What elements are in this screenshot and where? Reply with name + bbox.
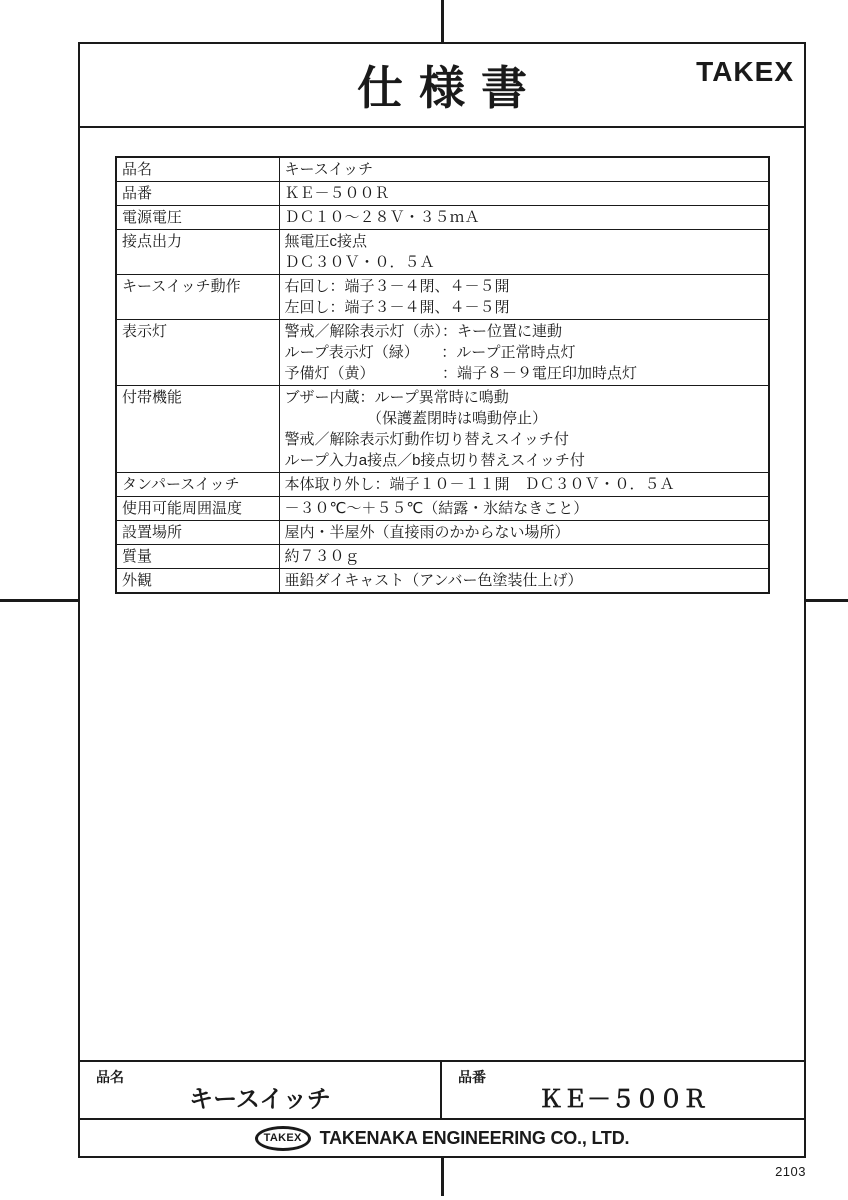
spec-value-line: 右回し：端子３－４閉、４－５開 xyxy=(284,278,510,295)
spec-value-line: 予備灯（黄） ：端子８－９電圧印加時点灯 xyxy=(284,365,638,382)
spec-value-line: ブザー内蔵：ループ異常時に鳴動 xyxy=(284,389,509,406)
spec-value-line: ＫＥ－５００Ｒ xyxy=(284,185,390,202)
page-code: 2103 xyxy=(775,1164,806,1179)
crop-mark-right xyxy=(804,599,848,602)
footer-name-label: 品名 xyxy=(96,1069,124,1085)
spec-row-value xyxy=(279,157,769,182)
spec-row-value xyxy=(279,320,769,386)
spec-row xyxy=(116,473,769,497)
footer-product-number-cell xyxy=(442,1062,804,1118)
spec-row xyxy=(116,386,769,473)
footer-number-label: 品番 xyxy=(458,1069,486,1085)
spec-row-value xyxy=(279,569,769,594)
document-body xyxy=(80,128,804,1060)
spec-row-value xyxy=(279,275,769,320)
spec-value-line: ループ表示灯（緑） ：ループ正常時点灯 xyxy=(284,344,576,361)
takex-brand-logo: TAKEX xyxy=(696,56,794,87)
spec-value-line: ループ入力a接点／b接点切り替えスイッチ付 xyxy=(284,452,585,469)
spec-value-line: 本体取り外し：端子１０－１１開 ＤＣ３０Ｖ・０．５Ａ xyxy=(284,476,675,493)
spec-value-line: 警戒／解除表示灯（赤）：キー位置に連動 xyxy=(284,323,563,340)
spec-value-line: 警戒／解除表示灯動作切り替えスイッチ付 xyxy=(284,431,569,448)
spec-row-value xyxy=(279,182,769,206)
spec-row-label: 外観 xyxy=(116,569,279,594)
spec-row xyxy=(116,182,769,206)
spec-row-value xyxy=(279,386,769,473)
footer-number-value: ＫＥ－５００Ｒ xyxy=(539,1086,707,1113)
spec-row xyxy=(116,275,769,320)
spec-row-value xyxy=(279,545,769,569)
crop-mark-top xyxy=(441,0,444,44)
crop-mark-left xyxy=(0,599,80,602)
spec-value-line: 約７３０ｇ xyxy=(284,548,360,565)
spec-row xyxy=(116,569,769,594)
spec-row-value xyxy=(279,521,769,545)
takex-oval-logo-icon: TAKEX xyxy=(255,1126,311,1151)
spec-row-label: 品番 xyxy=(116,182,279,206)
spec-row xyxy=(116,157,769,182)
spec-row-label: 使用可能周囲温度 xyxy=(116,497,279,521)
spec-value-line: ＤＣ３０Ｖ・０．５Ａ xyxy=(284,254,435,271)
spec-value-line: 屋内・半屋外（直接雨のかからない場所） xyxy=(284,524,570,541)
spec-row xyxy=(116,545,769,569)
spec-table-body xyxy=(116,157,769,593)
spec-value-line: （保護蓋閉時は鳴動停止） xyxy=(284,410,548,427)
spec-row-label: 質量 xyxy=(116,545,279,569)
company-name: TAKENAKA ENGINEERING CO., LTD. xyxy=(319,1127,630,1148)
spec-value-line: ＤＣ１０～２８Ｖ・３５ｍＡ xyxy=(284,209,480,226)
spec-row xyxy=(116,206,769,230)
footer-name-value: キースイッチ xyxy=(189,1086,331,1113)
spec-row-label: 接点出力 xyxy=(116,230,279,275)
title-block xyxy=(80,44,804,128)
spec-row-value xyxy=(279,206,769,230)
spec-row xyxy=(116,230,769,275)
spec-value-line: 無電圧c接点 xyxy=(284,233,368,250)
spec-row-label: キースイッチ動作 xyxy=(116,275,279,320)
footer-product-name-cell xyxy=(80,1062,442,1118)
spec-value-line: －３０℃～＋５５℃（結露・氷結なきこと） xyxy=(284,500,589,517)
spec-value-line: 亜鉛ダイキャスト（アンバー色塗装仕上げ） xyxy=(284,572,583,589)
spec-row-label: 品名 xyxy=(116,157,279,182)
crop-mark-bottom xyxy=(441,1158,444,1196)
company-bar xyxy=(80,1120,804,1156)
spec-row xyxy=(116,320,769,386)
spec-value-line: キースイッチ xyxy=(284,161,374,178)
spec-value-line: 左回し：端子３－４開、４－５閉 xyxy=(284,299,510,316)
spec-row-value xyxy=(279,473,769,497)
page-frame xyxy=(78,42,806,1158)
spec-row xyxy=(116,521,769,545)
spec-table xyxy=(115,156,770,594)
spec-row-value xyxy=(279,230,769,275)
spec-row-label: 表示灯 xyxy=(116,320,279,386)
spec-row-label: 付帯機能 xyxy=(116,386,279,473)
spec-row-value xyxy=(279,497,769,521)
spec-row xyxy=(116,497,769,521)
page-title: 仕様書 xyxy=(357,62,543,114)
footer-title-block xyxy=(80,1060,804,1120)
spec-row-label: 電源電圧 xyxy=(116,206,279,230)
spec-row-label: 設置場所 xyxy=(116,521,279,545)
spec-row-label: タンパースイッチ xyxy=(116,473,279,497)
